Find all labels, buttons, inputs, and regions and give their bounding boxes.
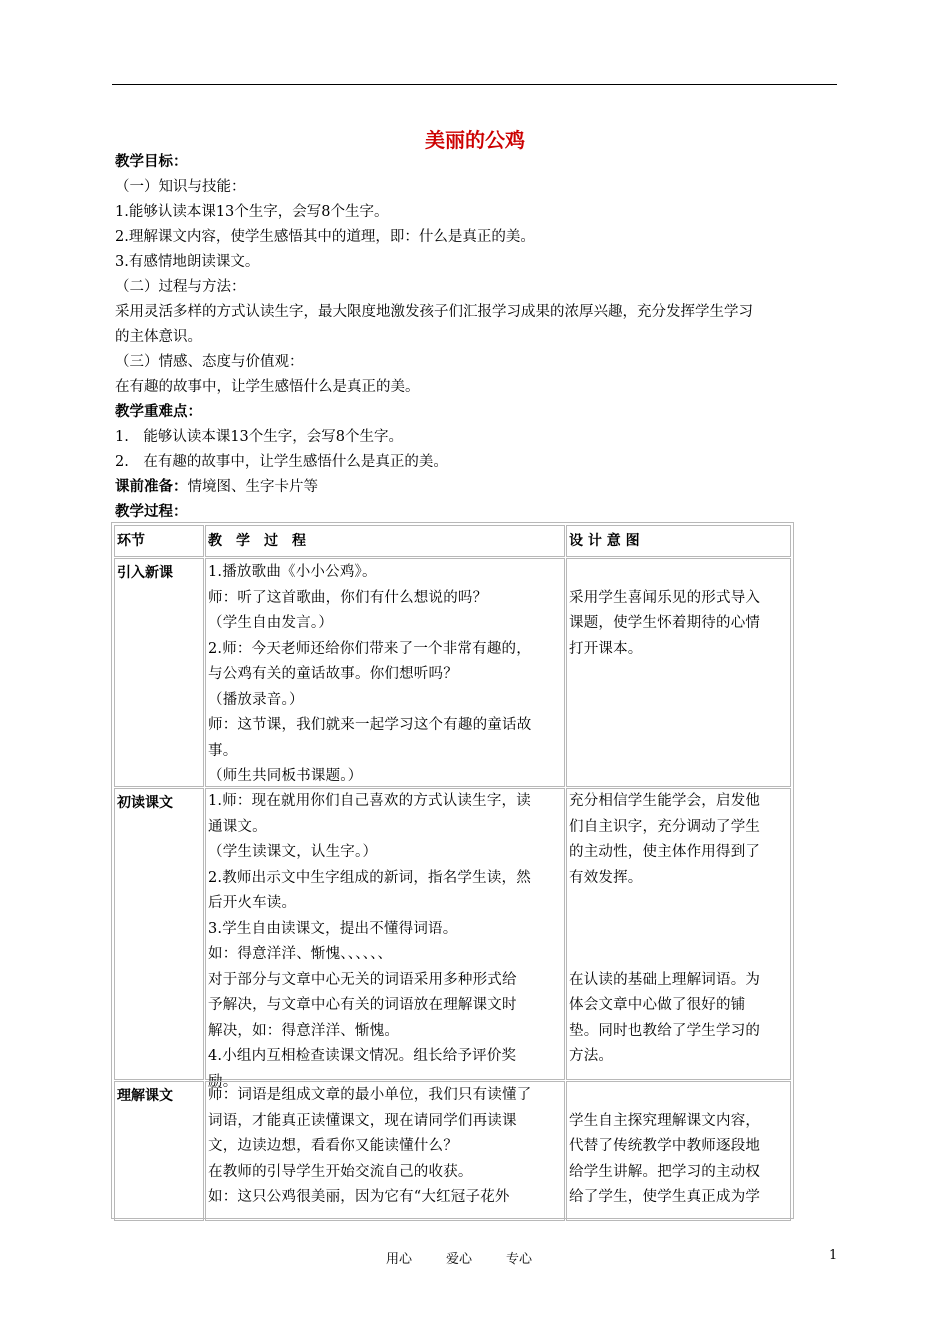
cell-line: （学生读课文，认生字。） xyxy=(208,844,378,860)
cell-line: 给了学生，使学生真正成为学 xyxy=(569,1189,761,1205)
intent-lines xyxy=(569,1083,788,1211)
cell-line: 1.师：现在就用你们自己喜欢的方式认读生字，读 xyxy=(208,793,531,809)
cell-line xyxy=(569,1083,788,1109)
cell-line: 4.小组内互相检查读课文情况。组长给予评价奖 xyxy=(208,1048,517,1064)
knowledge-item: 1.能够认读本课13个生字，会写8个生字。 xyxy=(115,204,389,220)
cell-line: 有效发挥。 xyxy=(569,869,643,886)
cell-line: 学生自主探究理解课文内容， xyxy=(569,1112,761,1129)
cell-line: 师：听了这首歌曲，你们有什么想说的吗？ xyxy=(208,589,488,606)
knowledge-heading: （一）知识与技能： xyxy=(115,179,246,195)
cell-line: 采用学生喜闻乐见的形式导入 xyxy=(569,589,761,606)
lesson-process-table xyxy=(111,522,794,1219)
table-row-stage xyxy=(114,558,204,787)
cell-line: 的主动性，使主体作用得到了 xyxy=(569,844,761,860)
cell-line: 师：词语是组成文章的最小单位，我们只有读懂了 xyxy=(208,1087,532,1103)
cell-line: 后开火车读。 xyxy=(208,895,297,911)
cell-line: 方法。 xyxy=(569,1048,614,1064)
cell-line: 如：得意洋洋、惭愧、、、、、、 xyxy=(208,946,393,962)
key-points-heading: 教学重难点： xyxy=(115,404,202,420)
cell-line: 励。 xyxy=(208,1073,238,1090)
cell-line: 给学生讲解。把学习的主动权 xyxy=(569,1163,761,1180)
footer-motto-3: 专心 xyxy=(506,1252,533,1267)
cell-line: （师生共同板书课题。） xyxy=(208,768,363,784)
preparation-line xyxy=(115,475,318,500)
header-rule xyxy=(112,84,837,85)
footer-motto-2: 爱心 xyxy=(446,1252,473,1267)
cell-line: 文，边读边想，看看你又能读懂什么？ xyxy=(208,1138,458,1154)
header-intent: 设 计 意 图 xyxy=(569,533,640,549)
preparation-text: 情境图、生字卡片等 xyxy=(187,479,318,495)
process-method-text: 的主体意识。 xyxy=(115,329,202,345)
cell-line: 垫。同时也教给了学生学习的 xyxy=(569,1022,761,1039)
page-number: 1 xyxy=(829,1248,838,1263)
intent-lines xyxy=(569,789,788,1070)
table-row-process xyxy=(205,558,565,787)
process-lines xyxy=(208,1083,562,1211)
cell-line: 3.学生自由读课文，提出不懂得词语。 xyxy=(208,920,458,937)
cell-line: 事。 xyxy=(208,742,238,759)
preparation-label: 课前准备： xyxy=(115,479,188,495)
table-row-stage xyxy=(114,788,204,1080)
cell-line: （播放录音。） xyxy=(208,691,304,708)
cell-line xyxy=(569,942,788,968)
emotion-text: 在有趣的故事中，让学生感悟什么是真正的美。 xyxy=(115,379,420,395)
intent-lines xyxy=(569,560,788,662)
stage-label: 初读课文 xyxy=(117,795,173,811)
stage-label: 引入新课 xyxy=(117,565,173,581)
document-title: 美丽的公鸡 xyxy=(425,128,525,152)
key-point-item: 2. 在有趣的故事中，让学生感悟什么是真正的美。 xyxy=(115,454,448,470)
cell-line: 充分相信学生能学会，启发他 xyxy=(569,793,761,809)
header-stage: 环节 xyxy=(117,533,145,549)
cell-line: 词语，才能真正读懂课文，现在请同学们再读课 xyxy=(208,1112,517,1129)
table-header-cell xyxy=(205,525,565,557)
cell-line xyxy=(569,560,788,586)
cell-line: 如：这只公鸡很美丽，因为它有“大红冠子花外 xyxy=(208,1189,510,1205)
cell-line: 体会文章中心做了很好的铺 xyxy=(569,997,746,1013)
cell-line: 解决，如：得意洋洋、惭愧。 xyxy=(208,1022,400,1039)
cell-line: 课题，使学生怀着期待的心情 xyxy=(569,615,761,631)
cell-line: 在认读的基础上理解词语。为 xyxy=(569,971,761,988)
cell-line: 予解决，与文章中心有关的词语放在理解课文时 xyxy=(208,997,517,1013)
key-point-item: 1. 能够认读本课13个生字，会写8个生字。 xyxy=(115,429,404,445)
table-header-cell xyxy=(114,525,204,557)
table-row-intent xyxy=(566,558,791,787)
table-row-intent xyxy=(566,1081,791,1221)
cell-line: 们自主识字，充分调动了学生 xyxy=(569,818,761,835)
table-row-intent xyxy=(566,788,791,1080)
process-lines xyxy=(208,560,562,790)
cell-line: 对于部分与文章中心无关的词语采用多种形式给 xyxy=(208,971,517,988)
header-process: 教 学 过 程 xyxy=(208,533,306,549)
table-row-stage xyxy=(114,1081,204,1221)
cell-line: 代替了传统教学中教师逐段地 xyxy=(569,1138,761,1154)
cell-line: （学生自由发言。） xyxy=(208,615,334,631)
objectives-heading: 教学目标： xyxy=(115,154,188,170)
process-method-heading: （二）过程与方法： xyxy=(115,279,246,295)
cell-line: 与公鸡有关的童话故事。你们想听吗？ xyxy=(208,666,458,682)
cell-line: 师：这节课，我们就来一起学习这个有趣的童话故 xyxy=(208,717,532,733)
table-row-process xyxy=(205,788,565,1090)
cell-line: 2.师：今天老师还给你们带来了一个非常有趣的， xyxy=(208,640,531,657)
cell-line: 打开课本。 xyxy=(569,640,643,657)
table-header-cell xyxy=(566,525,791,557)
table-row-process xyxy=(205,1081,565,1221)
knowledge-item: 2.理解课文内容，使学生感悟其中的道理，即：什么是真正的美。 xyxy=(115,229,535,245)
cell-line xyxy=(569,891,788,917)
cell-line: 通课文。 xyxy=(208,818,267,835)
process-method-text: 采用灵活多样的方式认读生字，最大限度地激发孩子们汇报学习成果的浓厚兴趣，充分发挥学生学习 xyxy=(115,304,753,320)
cell-line: 在教师的引导学生开始交流自己的收获。 xyxy=(208,1163,473,1180)
cell-line: 1.播放歌曲《小小公鸡》。 xyxy=(208,564,377,580)
cell-line: 2.教师出示文中生字组成的新词，指名学生读，然 xyxy=(208,869,531,886)
stage-label: 理解课文 xyxy=(117,1088,173,1104)
teaching-process-heading: 教学过程： xyxy=(115,504,188,520)
process-lines xyxy=(208,789,562,1095)
knowledge-item: 3.有感情地朗读课文。 xyxy=(115,254,260,270)
emotion-heading: （三）情感、态度与价值观： xyxy=(115,354,304,370)
footer-motto-1: 用心 xyxy=(386,1252,413,1267)
cell-line xyxy=(569,917,788,943)
